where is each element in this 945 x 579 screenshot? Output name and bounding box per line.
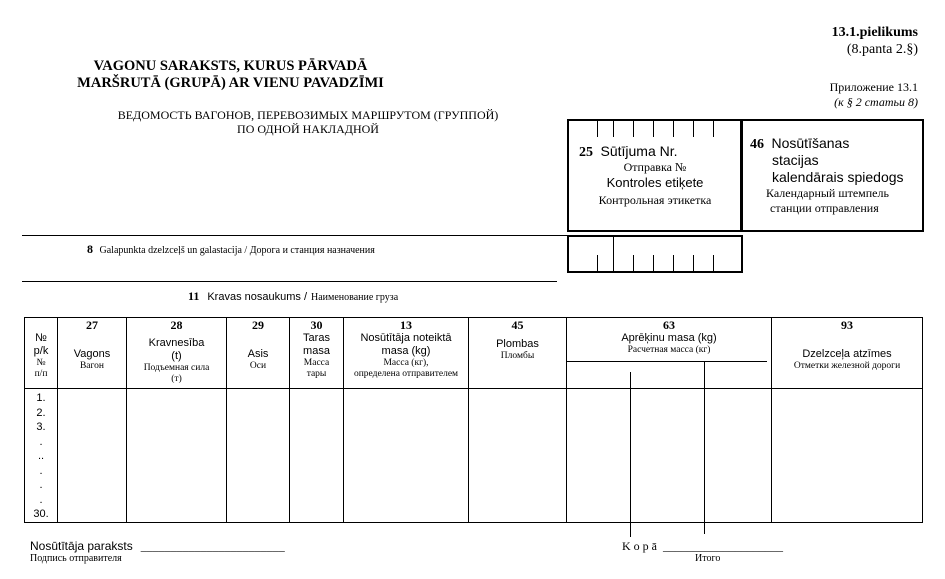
doc-title-lv (58, 58, 403, 92)
doc-title-ru (98, 108, 518, 136)
row-number: 3. (36, 421, 46, 433)
col-header-29-axles: 29 Asis Оси (227, 318, 290, 389)
row-number: . (39, 464, 43, 477)
appendix-title: 13.1.pielikums (831, 25, 918, 40)
field-8-number: 8 (87, 242, 93, 256)
row-number: .. (37, 450, 45, 462)
doc-title-lv-line2: MARŠRUTĀ (GRUPĀ) AR VIENU PAVADZĪMI (77, 75, 384, 91)
box-46-label-lv3: kalendārais spiedogs (772, 169, 904, 185)
doc-title-lv-line1: VAGONU SARAKSTS, KURUS PĀRVADĀ (93, 58, 368, 74)
field-11-label-ru: Наименование груза (311, 292, 399, 303)
field-11-number: 11 (188, 289, 200, 303)
sender-signature-label-ru: Подпись отправителя (30, 553, 122, 564)
field-8-label: Galapunkta dzelzceļš un galastacija / Дорога и станция назначения (99, 245, 375, 256)
cell-railway-notes[interactable] (772, 389, 923, 523)
row-number: 30. (33, 508, 49, 520)
doc-title-ru-line2: ПО ОДНОЙ НАКЛАДНОЙ (237, 122, 379, 136)
row-number: 1. (36, 392, 46, 404)
cell-wagon[interactable] (58, 389, 127, 523)
box-46-label-lv1: Nosūtīšanas (771, 135, 850, 151)
col-header-45-seals: 45 Plombas Пломбы (469, 318, 567, 389)
cell-capacity[interactable] (127, 389, 227, 523)
field-11-cargo-name (188, 287, 398, 305)
box-25-consignment (567, 119, 743, 232)
wagon-table (24, 317, 923, 523)
box-25-label-lv: Sūtījuma Nr. (600, 143, 678, 159)
table-body-row (25, 389, 923, 523)
box-46-label-lv2: stacijas (772, 152, 819, 168)
box-46-stamp (740, 119, 924, 232)
table-header-row (25, 318, 923, 389)
appendix-ref: (8.panta 2.§) (846, 42, 918, 57)
box-46-label-ru1: Календарный штемпель (766, 186, 889, 200)
col-header-30-tare-mass: 30 Taras masa Масса тары (290, 318, 344, 389)
box-46-number: 46 (750, 137, 764, 152)
col-header-27-wagon: 27 Vagons Вагон (58, 318, 127, 389)
cell-sender-mass[interactable] (344, 389, 469, 523)
cell-calculated-mass[interactable] (567, 389, 772, 523)
field-8-destination (87, 242, 375, 257)
col-63-divider-left (630, 372, 631, 537)
appendix-ru-title: Приложение 13.1 (829, 80, 918, 94)
row-number: . (39, 479, 43, 491)
sender-signature-label-lv: Nosūtītāja paraksts (30, 539, 133, 553)
col-header-13-sender-mass: 13 Nosūtītāja noteiktā masa (kg) Масса (кг), определена отправителем (344, 318, 469, 389)
col-header-63-calculated-mass: 63 Aprēķinu masa (kg) Расчетная масса (кг) (567, 318, 772, 389)
row-numbers-cell (25, 389, 58, 523)
box-25-number: 25 (579, 145, 593, 160)
row-number: . (39, 493, 43, 506)
total-line[interactable]: ____________________ (663, 539, 783, 553)
row-number: . (39, 435, 43, 448)
col-header-93-railway-notes: 93 Dzelzceļa atzīmes Отметки железной дороги (772, 318, 923, 389)
col-header-28-capacity: 28 Kravnesība (t) Подъемная сила (т) (127, 318, 227, 389)
box-25-label-ru: Отправка № (623, 160, 687, 174)
total-label-ru: Итого (695, 553, 721, 564)
col-63-divider-right (704, 362, 705, 534)
row-number: 2. (36, 406, 46, 419)
box-25-control-label-lv: Kontroles etiķete (606, 175, 704, 190)
cell-tare-mass[interactable] (290, 389, 344, 523)
cell-seals[interactable] (469, 389, 567, 523)
col-header-no: № p/k № п/п (25, 318, 58, 389)
appendix-ru-ref: (к § 2 статьи 8) (834, 95, 918, 109)
box-25-control-label-ru: Контрольная этикетка (598, 193, 712, 207)
cell-axles[interactable] (227, 389, 290, 523)
field-11-label-lv: Kravas nosaukums / (207, 291, 307, 303)
doc-title-ru-line1: ВЕДОМОСТЬ ВАГОНОВ, ПЕРЕВОЗИМЫХ МАРШРУТОМ (ГРУППОЙ) (117, 108, 499, 122)
sender-signature-line[interactable]: ________________________ (140, 539, 285, 553)
total-label-lv: K o p ā (622, 539, 657, 553)
box-46-label-ru2: станции отправления (770, 201, 879, 215)
box-25-continuation (567, 235, 743, 273)
